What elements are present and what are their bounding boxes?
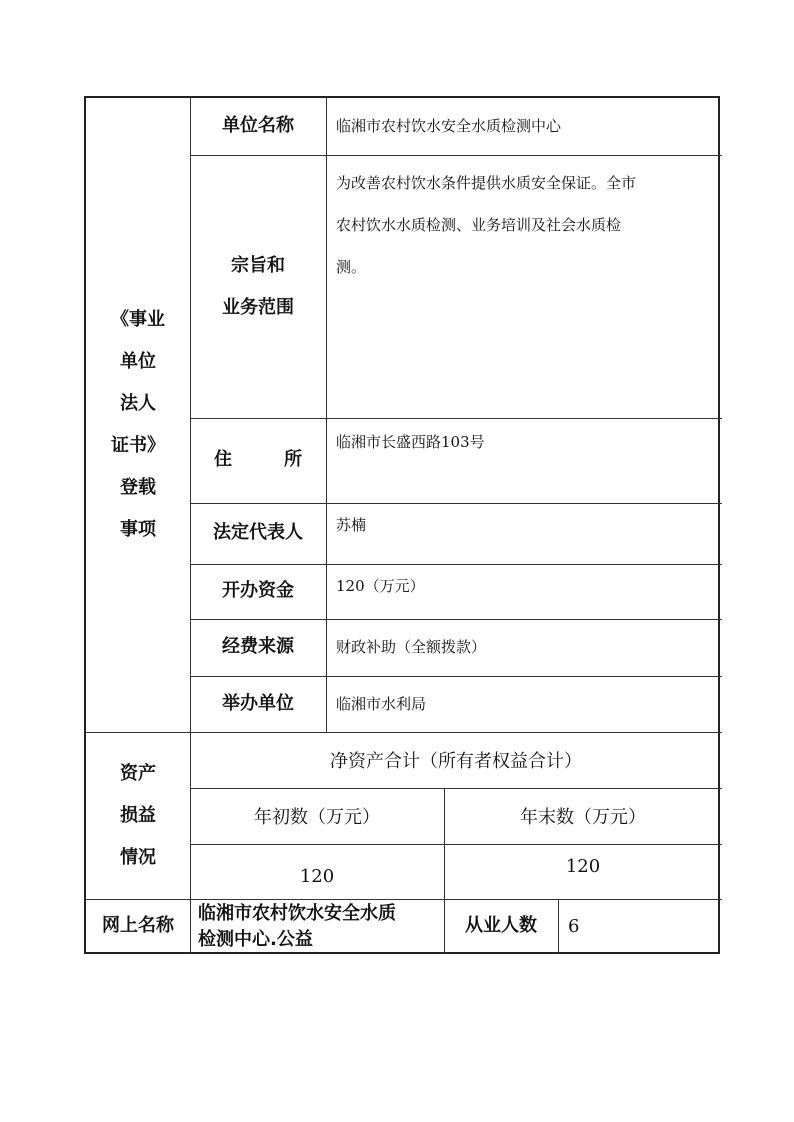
end-year-header: 年末数（万元） xyxy=(520,807,646,828)
assets-label-line: 损益 xyxy=(120,804,156,826)
begin-year-value: 120 xyxy=(299,866,335,887)
section-label-line: 法人 xyxy=(120,393,156,414)
section-label-line: 《事业 xyxy=(111,309,165,330)
registration-table xyxy=(84,96,720,954)
funds-label: 开办资金 xyxy=(222,580,294,602)
section-label-line: 事项 xyxy=(120,519,156,540)
online-name-value xyxy=(190,899,444,954)
legal-rep-value: 苏楠 xyxy=(336,516,367,534)
unit-name-value: 临湘市农村饮水安全水质检测中心 xyxy=(336,117,562,135)
online-name-label: 网上名称 xyxy=(102,915,174,937)
assets-label-line: 情况 xyxy=(120,846,156,868)
section-label-line: 证书》 xyxy=(111,435,165,456)
address-label-char: 所 xyxy=(284,449,302,471)
address-value: 临湘市长盛西路103号 xyxy=(336,433,485,451)
purpose-label-line: 宗旨和 xyxy=(231,254,285,276)
funding-source-value: 财政补助（全额拨款） xyxy=(336,638,487,656)
staff-count-label: 从业人数 xyxy=(465,915,537,937)
purpose-value xyxy=(326,162,722,302)
staff-count-value: 6 xyxy=(568,916,580,937)
purpose-value-line: 农村饮水水质检测、业务培训及社会水质检 xyxy=(336,216,622,234)
funds-value: 120（万元） xyxy=(336,577,425,595)
assets-label-line: 资产 xyxy=(120,762,156,784)
purpose-label-line: 业务范围 xyxy=(222,296,294,318)
purpose-value-line: 测。 xyxy=(336,258,367,276)
sponsor-value: 临湘市水利局 xyxy=(336,695,427,713)
sponsor-label: 举办单位 xyxy=(222,692,294,714)
online-name-line: 临湘市农村饮水安全水质 xyxy=(198,902,396,924)
address-label-char: 住 xyxy=(214,449,232,471)
section-label-line: 单位 xyxy=(120,351,156,372)
begin-year-header: 年初数（万元） xyxy=(254,807,380,828)
online-name-line: 检测中心.公益 xyxy=(198,928,313,950)
funding-source-label: 经费来源 xyxy=(222,636,294,658)
section-label xyxy=(86,98,190,732)
net-assets-header: 净资产合计（所有者权益合计） xyxy=(330,751,582,772)
assets-label xyxy=(86,732,190,899)
purpose-label xyxy=(190,155,326,418)
legal-rep-label: 法定代表人 xyxy=(213,522,303,544)
unit-name-label: 单位名称 xyxy=(222,115,294,137)
address-label xyxy=(190,418,326,503)
purpose-value-line: 为改善农村饮水条件提供水质安全保证。全市 xyxy=(336,174,637,192)
end-year-value: 120 xyxy=(565,856,601,877)
section-label-line: 登载 xyxy=(120,477,156,498)
